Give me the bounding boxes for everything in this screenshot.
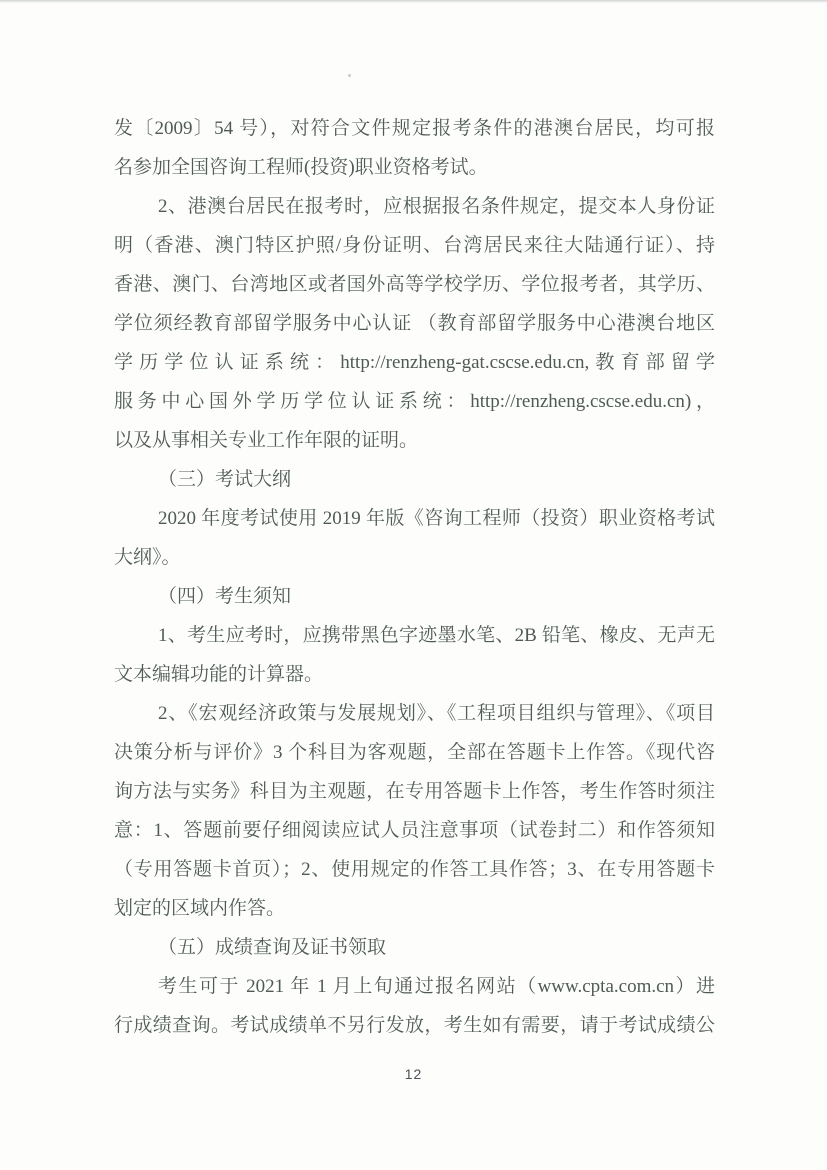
text-line: 香港、澳门、台湾地区或者国外高等学校学历、学位报考者，其学历、 bbox=[114, 274, 715, 295]
text-line: （专用答题卡首页）；2、使用规定的作答工具作答；3、在专用答题卡 bbox=[114, 859, 715, 880]
text-line: 以及从事相关专业工作年限的证明。 bbox=[114, 430, 419, 451]
text-line: 2、《宏观经济政策与发展规划》、《工程项目组织与管理》、《项目 bbox=[158, 703, 715, 724]
section-heading-4: （四）考生须知 bbox=[158, 586, 292, 607]
text-line: 明（香港、澳门特区护照/身份证明、台湾居民来往大陆通行证）、持 bbox=[114, 235, 715, 256]
scan-speck bbox=[348, 74, 351, 77]
text-line: 考生可于 2021 年 1 月上旬通过报名网站（www.cpta.com.cn）进 bbox=[158, 976, 715, 997]
text-line: 询方法与实务》科目为主观题，在专用答题卡上作答，考生作答时须注 bbox=[114, 781, 715, 802]
text-line: 意：1、答题前要仔细阅读应试人员注意事项（试卷封二）和作答须知 bbox=[114, 820, 715, 841]
text-line: 2、港澳台居民在报考时，应根据报名条件规定，提交本人身份证 bbox=[158, 196, 715, 217]
document-body bbox=[114, 109, 715, 1045]
text-line: 划定的区域内作答。 bbox=[114, 898, 286, 919]
section-heading-3: （三）考试大纲 bbox=[158, 469, 292, 490]
text-line: 服务中心国外学历学位认证系统：http://renzheng.cscse.edu.cn)， bbox=[114, 391, 715, 412]
section-heading-5: （五）成绩查询及证书领取 bbox=[158, 937, 387, 958]
page-number: 12 bbox=[404, 1066, 423, 1082]
text-line: 1、考生应考时，应携带黑色字迹墨水笔、2B 铅笔、橡皮、无声无 bbox=[158, 625, 715, 646]
text-line: 发〔2009〕54 号），对符合文件规定报考条件的港澳台居民，均可报 bbox=[114, 118, 715, 139]
text-line: 文本编辑功能的计算器。 bbox=[114, 664, 324, 685]
text-line: 决策分析与评价》3 个科目为客观题，全部在答题卡上作答。《现代咨 bbox=[114, 742, 715, 763]
scan-edge-artifact bbox=[0, 0, 827, 3]
text-line: 学位须经教育部留学服务中心认证 （教育部留学服务中心港澳台地区 bbox=[114, 313, 715, 334]
text-line: 大纲》。 bbox=[114, 547, 181, 568]
text-line: 学历学位认证系统：http://renzheng-gat.cscse.edu.cn,教育部留学 bbox=[114, 352, 715, 373]
text-line: 名参加全国咨询工程师(投资)职业资格考试。 bbox=[114, 157, 488, 178]
text-line: 2020 年度考试使用 2019 年版《咨询工程师（投资）职业资格考试 bbox=[158, 508, 715, 529]
text-line: 行成绩查询。考试成绩单不另行发放，考生如有需要，请于考试成绩公 bbox=[114, 1015, 715, 1036]
